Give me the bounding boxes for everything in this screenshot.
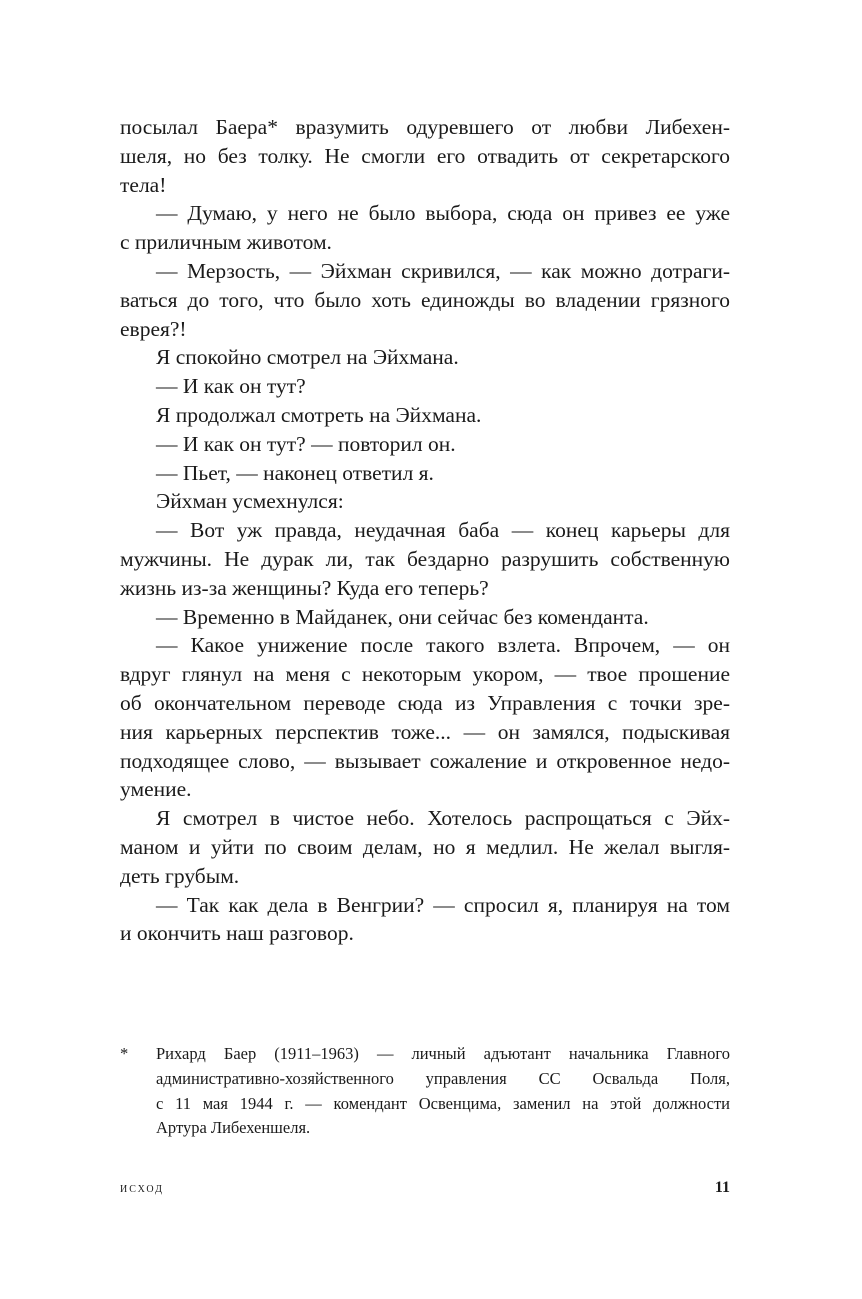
- text-line: ваться до того, что было хоть единожды во владении грязного: [120, 287, 730, 312]
- text-line: Эйхман усмехнулся:: [156, 489, 344, 514]
- text-line: об окончательном переводе сюда из Управления с точки зре-: [120, 690, 730, 715]
- text-line: умение.: [120, 777, 192, 802]
- text-line: — И как он тут?: [156, 374, 306, 399]
- text-line: Я спокойно смотрел на Эйхмана.: [156, 345, 459, 370]
- text-line: Я продолжал смотреть на Эйхмана.: [156, 402, 482, 427]
- text-line: — Думаю, у него не было выбора, сюда он привез ее уже: [156, 201, 730, 226]
- text-line: жизнь из-за женщины? Куда его теперь?: [120, 575, 489, 600]
- text-line: вдруг глянул на меня с некоторым укором, — твое прошение: [120, 662, 730, 687]
- text-line: шеля, но без толку. Не смогли его отвадить от секретарского: [120, 143, 730, 168]
- text-line: и окончить наш разговор.: [120, 921, 354, 946]
- running-head: исход: [120, 1181, 164, 1196]
- text-line: посылал Баера* вразумить одуревшего от любви Либехен-: [120, 115, 730, 139]
- text-line: еврея?!: [120, 316, 187, 341]
- footnote-text: [156, 1042, 730, 1141]
- footnote-line: административно-хозяйственного управления СС Освальда Поля,: [156, 1068, 730, 1088]
- text-line: — Пьет, — наконец ответил я.: [156, 460, 434, 485]
- text-line: — И как он тут? — повторил он.: [156, 431, 456, 456]
- text-line: мужчины. Не дурак ли, так бездарно разрушить собственную: [120, 546, 730, 571]
- page-number: 11: [714, 1179, 730, 1196]
- footnote-line: с 11 мая 1944 г. — комендант Освенцима, заменил на этой должности: [156, 1093, 730, 1113]
- text-line: — Так как дела в Венгрии? — спросил я, планируя на том: [156, 892, 730, 917]
- footnote-line: Рихард Баер (1911–1963) — личный адъютант начальника Главного: [156, 1044, 730, 1063]
- text-line: — Какое унижение после такого взлета. Впрочем, — он: [156, 633, 730, 658]
- text-line: с приличным животом.: [120, 230, 332, 255]
- text-line: — Мерзость, — Эйхман скривился, — как можно дотраги-: [156, 258, 730, 283]
- main-text: [120, 113, 730, 948]
- footnote-line: Артура Либехеншеля.: [156, 1118, 311, 1138]
- footnote: [120, 1042, 730, 1141]
- text-line: деть грубым.: [120, 863, 240, 888]
- text-line: маном и уйти по своим делам, но я медлил. Не желал выгля-: [120, 834, 730, 859]
- footnote-mark: *: [120, 1044, 129, 1063]
- text-line: — Вот уж правда, неудачная баба — конец карьеры для: [156, 518, 730, 543]
- text-line: тела!: [120, 172, 167, 197]
- text-line: ния карьерных перспектив тоже... — он замялся, подыскивая: [120, 719, 730, 744]
- text-line: — Временно в Майданек, они сейчас без коменданта.: [156, 604, 649, 629]
- text-line: подходящее слово, — вызывает сожаление и откровенное недо-: [120, 748, 730, 773]
- text-line: Я смотрел в чистое небо. Хотелось распрощаться с Эйх-: [156, 806, 730, 831]
